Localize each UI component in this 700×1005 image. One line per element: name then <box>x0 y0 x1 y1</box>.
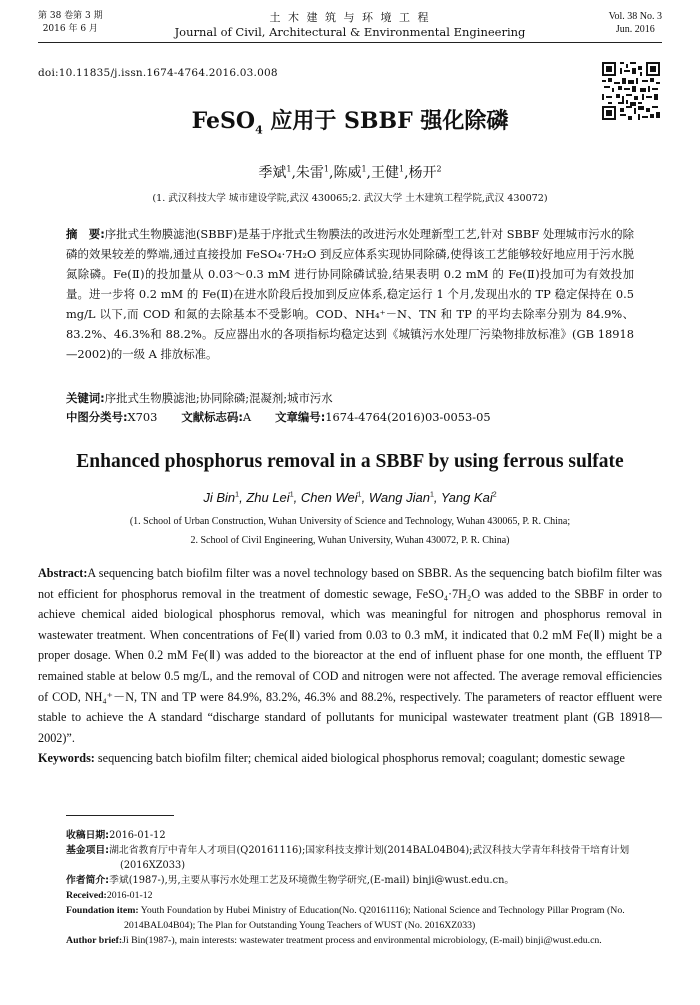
author-brief-en-value: Ji Bin(1987-), main interests: wastewater treatment process and environmental microbiology, (E-mail) binji@wust.edu.cn. <box>122 935 602 946</box>
author-brief-en-label: Author brief: <box>66 935 123 946</box>
received-en-label: Received: <box>66 890 107 901</box>
abstract-cn <box>66 224 634 364</box>
title-cn-chem: FeSO <box>191 108 256 134</box>
article-number-label: 文章编号: <box>275 410 326 424</box>
author-cn: 朱雷 <box>295 165 324 181</box>
header-date-cn: 2016 年 6 月 <box>42 24 98 34</box>
fund-cn <box>66 843 660 873</box>
author-brief-en <box>66 933 660 948</box>
author-en: Zhu Lei <box>246 490 290 505</box>
author-en: Ji Bin <box>203 490 236 505</box>
abstract-en-label: Abstract: <box>38 566 88 580</box>
header-date-en: Jun. 2016 <box>615 24 655 35</box>
author-cn: 陈威 <box>333 165 362 181</box>
keywords-cn-text: 序批式生物膜滤池;协同除磷;混凝剂;城市污水 <box>104 391 333 405</box>
header-journal <box>38 10 662 40</box>
doc-code-label: 文献标志码: <box>181 410 243 424</box>
journal-name-cn: 土 木 建 筑 与 环 境 工 程 <box>269 11 431 24</box>
abstract-en <box>38 563 662 769</box>
author-en-sup: 2 <box>492 491 497 499</box>
author-en: Yang Kai <box>440 490 493 505</box>
author-en-sup: 1 <box>357 491 362 499</box>
fund-cn-value: 湖北省教育厅中青年人才项目(Q20161116);国家科技支撑计划(2014BAL04B04);武汉科技大学青年科技骨干培育计划(2016XZ033) <box>109 845 630 871</box>
author-cn-sup: 1 <box>323 164 329 174</box>
title-cn-sub: 4 <box>255 123 263 137</box>
author-en-sup: 1 <box>430 491 434 499</box>
author-en-sup: 1 <box>289 491 294 499</box>
fund-en <box>66 903 660 933</box>
abstract-cn-text: 序批式生物膜滤池(SBBF)是基于序批式生物膜法的改进污水处理新型工艺,针对 SBBF 处理城市污水的除磷的效果较差的弊端,通过直接投加 FeSO₄·7H₂O 到反应体系实现协同除磷,使得该工艺能够较好地应用于污水脱氮除磷。Fe(Ⅱ)的投加量从 0.03～0.3 mM 进行协同除磷试验,结果表明 0.2 mM 的 Fe(Ⅱ)投加可为有效投加量。进一步将 0.2 mM 的 Fe(Ⅱ)在进水阶段后投加到反应体系,稳定运行 1 个月,发现出水的 TP 稳定保持在 0.5 mg/L 以下,而 COD 和氮的去除基本不受影响。COD、NH₄⁺－N、TN 和 TP 的平均去除率分别为 84.9%、83.2%、46.3%和 88.2%。反应器出水的各项指标均稳定达到《城镇污水处理厂污染物排放标准》(GB 18918—2002)的一级 A 排放标准。 <box>66 227 634 361</box>
received-en-value: 2016-01-12 <box>106 890 153 901</box>
clc-value: X703 <box>127 410 158 424</box>
keywords-en-text: sequencing batch biofilm filter; chemical aided biological phosphorus removal; coagulant; domestic sewage <box>97 751 625 766</box>
header-volume-en: Vol. 38 No. 3 <box>608 11 662 22</box>
received-cn-label: 收稿日期: <box>66 830 110 841</box>
clc-label: 中图分类号: <box>66 410 128 424</box>
title-en: Enhanced phosphorus removal in a SBBF by using ferrous sulfate <box>76 451 624 472</box>
author-cn: 杨开 <box>408 165 437 181</box>
title-cn-rest: 应用于 SBBF 强化除磷 <box>262 108 509 134</box>
author-brief-cn-value: 季斌(1987-),男,主要从事污水处理工艺及环境微生物学研究,(E-mail) binji@wust.edu.cn。 <box>109 875 515 886</box>
doc-code-value: A <box>242 410 252 424</box>
keywords-en-label: Keywords: <box>38 751 95 766</box>
fund-cn-label: 基金项目: <box>66 845 110 856</box>
classification-line <box>66 409 634 425</box>
received-cn <box>66 828 660 843</box>
author-en-sup: 1 <box>235 491 240 499</box>
header-rule <box>38 42 662 43</box>
received-cn-value: 2016-01-12 <box>109 830 166 841</box>
fund-en-label: Foundation item: <box>66 905 139 916</box>
footnote-rule <box>66 815 174 816</box>
keywords-cn <box>66 390 634 406</box>
author-brief-cn <box>66 873 660 888</box>
keywords-en <box>38 748 662 769</box>
affiliation-en-2: 2. School of Civil Engineering, Wuhan University, Wuhan 430072, P. R. China) <box>190 535 510 546</box>
author-cn-sup: 1 <box>286 164 292 174</box>
article-number-value: 1674-4764(2016)03-0053-05 <box>325 410 491 424</box>
journal-name-en: Journal of Civil, Architectural & Environmental Engineering <box>174 25 526 39</box>
author-cn: 季斌 <box>258 165 287 181</box>
author-en: Chen Wei <box>300 490 358 505</box>
author-en: Wang Jian <box>368 490 430 505</box>
author-brief-cn-label: 作者简介: <box>66 875 110 886</box>
affiliation-cn: (1. 武汉科技大学 城市建设学院,武汉 430065;2. 武汉大学 土木建筑工程学院,武汉 430072) <box>152 193 548 204</box>
footnotes <box>66 828 660 948</box>
header-volume-cn: 第 38 卷第 3 期 <box>38 11 103 21</box>
doi: doi:10.11835/j.issn.1674-4764.2016.03.008 <box>38 67 278 79</box>
fund-en-value: Youth Foundation by Hubei Ministry of Education(No. Q20161116); National Science and Technology Pillar Program (No. 2014BAL04B04); The Plan for Outstanding Young Teachers of WUST (No. 2016XZ033) <box>124 905 625 931</box>
affiliation-en-1: (1. School of Urban Construction, Wuhan University of Science and Technology, Wuhan 430065, P. R. China; <box>129 516 571 527</box>
affiliation-en <box>70 512 630 550</box>
authors-en: Ji Bin$^1$, Zhu Lei$^1$, Chen Wei$^1$, Wang Jian$^1$, Yang Kai$^2$ <box>203 490 497 505</box>
authors-cn: 季斌$^1$,朱雷$^1$,陈威$^1$,王健$^1$,杨开$^2$ <box>258 164 442 181</box>
author-cn-sup: 2 <box>436 164 442 174</box>
keywords-cn-label: 关键词: <box>66 391 105 405</box>
title-cn <box>0 104 700 136</box>
author-cn-sup: 1 <box>361 164 367 174</box>
received-en <box>66 888 660 903</box>
header-issue-en <box>609 10 662 36</box>
running-header <box>38 10 662 44</box>
abstract-en-text: A sequencing batch biofilm filter was a novel technology based on SBBR. As the sequencing batch biofilm filter was not efficient for phosphorus removal in the treatment of domestic sewage, FeSO₄·7H₂O was added to the SBBF in order to achieve chemical aided biological phosphorus removal, which was meaningful for nitrogen and phosphorus removal in wastewater treatment. When concentrations of Fe(Ⅱ) varied from 0.03 to 0.3 mM, it indicated that 0.2 mM Fe(Ⅱ) might be a proper dosage. When 0.2 mM Fe(Ⅱ) was added to the bioreactor at the end of influent phase for one month, the effluent TP remained stable at below 0.5 mg/L, and the removal of COD and nitrogen were not affected. The average removal efficiencies of COD, NH₄⁺－N, TN and TP were 84.9%, 83.2%, 46.3% and 88.2%, respectively. The parameters of reactor effluent were stable to achieve the A standard “discharge standard of pollutants for municipal wastewater treatment plant (GB 18918—2002)”. <box>38 566 662 745</box>
author-cn: 王健 <box>371 165 399 181</box>
author-cn-sup: 1 <box>399 164 405 174</box>
abstract-cn-label: 摘 要: <box>66 227 105 241</box>
